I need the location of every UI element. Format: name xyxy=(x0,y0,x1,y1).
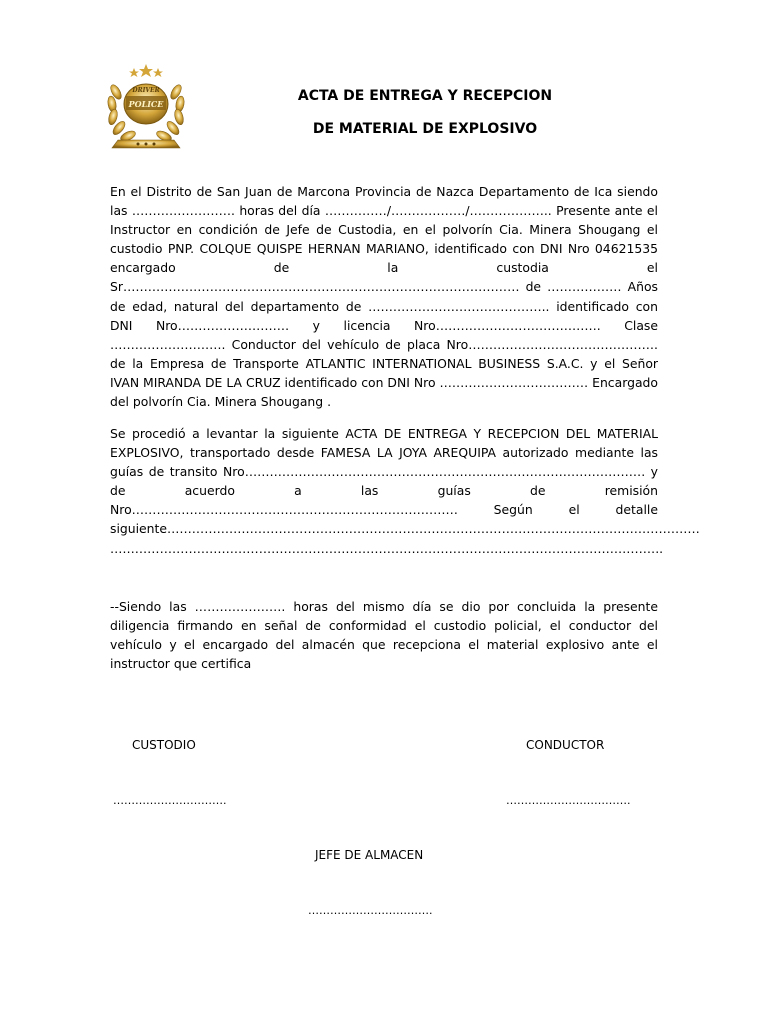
signature-label-custodio: CUSTODIO xyxy=(132,738,196,752)
signature-label-conductor: CONDUCTOR xyxy=(526,738,605,752)
document-title-line2: DE MATERIAL DE EXPLOSIVO xyxy=(312,121,538,137)
laurel-badge-icon xyxy=(104,62,188,152)
signature-line-jefe: ……………………………. xyxy=(308,904,433,917)
svg-text:DRIVER: DRIVER xyxy=(132,87,160,94)
paragraph-procedure: Se procedió a levantar la siguiente ACTA DE ENTREGA Y RECEPCION DEL MATERIAL EXPLOSIVO, transportado desde FAMESA LA JOYA AREQUIPA autorizado mediante las guías de transito Nro……………………………………………………………………………………. y de acuerdo a las guías de remisión Nro……………………………………………………………………. Según el detalle siguiente………………………………………………………………………………………………………………… …………………………………………………………………………………………………………………….. xyxy=(110,426,700,556)
svg-text:POLICE: POLICE xyxy=(128,99,164,109)
paragraph-intro: En el Distrito de San Juan de Marcona Provincia de Nazca Departamento de Ica siendo las ……………………. horas del día ……………/………………/……………….. Presente ante el Instructor en condición de Jefe de Custodia, en el polvorín Cia. Minera Shougang el custodio PNP. COLQUE QUISPE HERNAN MARIANO, identificado con DNI Nro 04621535 encargado de la custodia el Sr…………………………………………………………………………………… de ……………… Años de edad, natural del departamento de …………………………………….. identificado con DNI Nro……………………… y licencia Nro…………………………………. Clase ………………………. Conductor del vehículo de placa Nro………………………………………. de la Empresa de Transporte ATLANTIC INTERNATIONAL BUSINESS S.A.C. y el Señor IVAN MIRANDA DE LA CRUZ identificado con DNI Nro ……………………………… Encargado del polvorín Cia. Minera Shougang . xyxy=(110,184,658,410)
signature-line-custodio: …………………………. xyxy=(113,794,227,807)
paragraph-closing: --Siendo las …………………. horas del mismo día se dio por concluida la presente diligencia firmando en señal de conformidad el custodio policial, el conductor del vehículo y el encargado del almacén que recepciona el material explosivo ante el instructor que certifica xyxy=(110,599,658,672)
police-badge-logo xyxy=(104,62,188,152)
signature-line-conductor: ……………………………. xyxy=(506,794,631,807)
document-title-line1: ACTA DE ENTREGA Y RECEPCION xyxy=(297,88,553,104)
signature-label-jefe: JEFE DE ALMACEN xyxy=(315,848,424,862)
